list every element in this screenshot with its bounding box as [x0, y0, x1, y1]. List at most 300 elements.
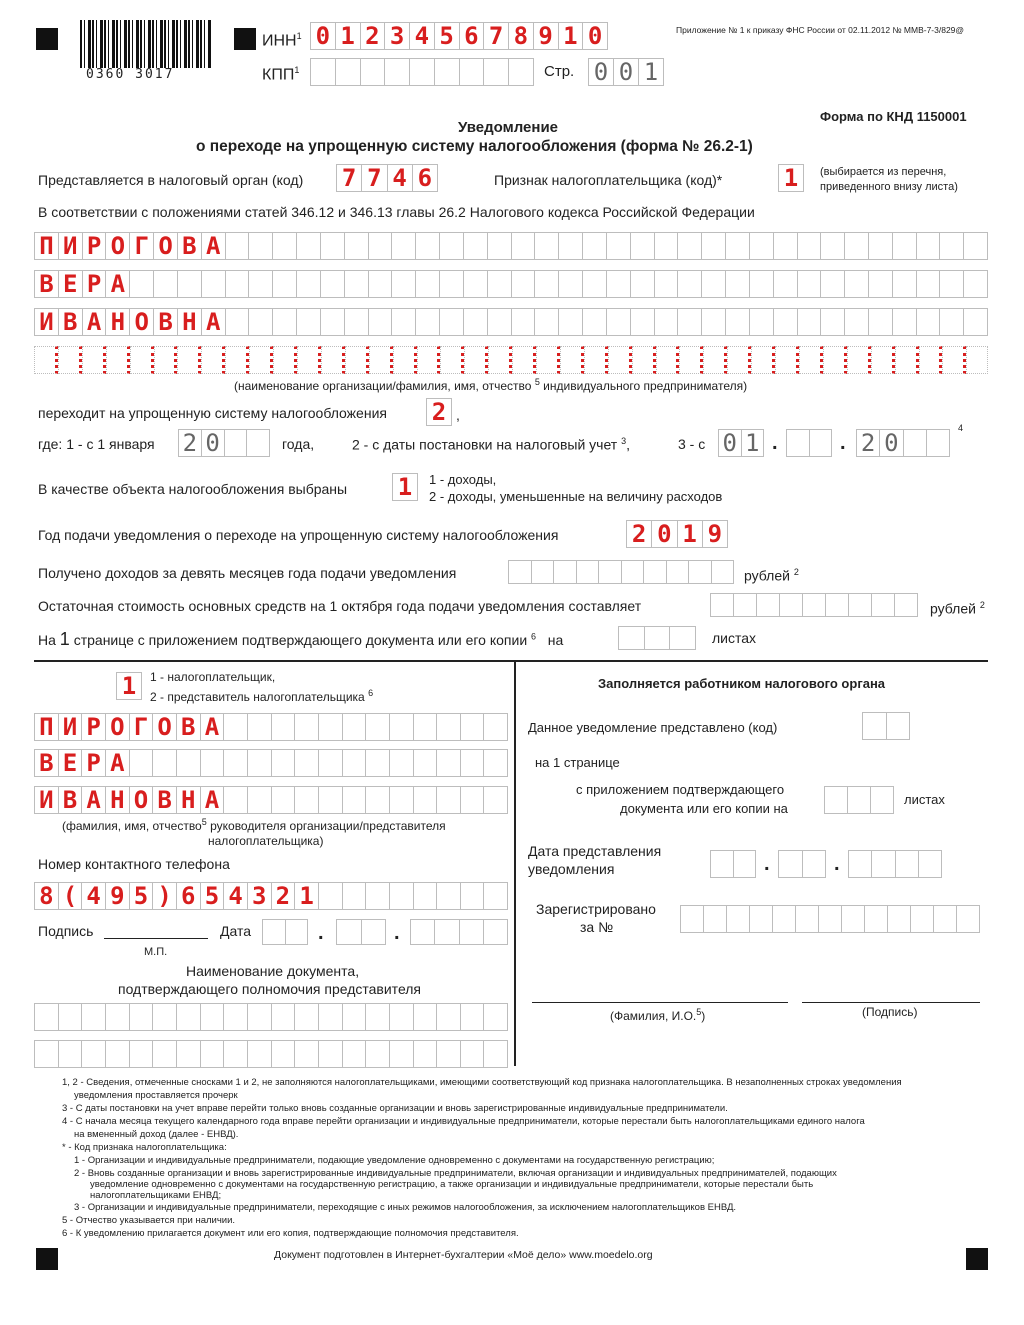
char-cell[interactable] [864, 905, 887, 933]
char-cell[interactable] [225, 270, 249, 298]
char-cell[interactable] [271, 713, 295, 741]
char-cell[interactable] [273, 346, 297, 374]
char-cell[interactable]: Е [58, 270, 82, 298]
char-cell[interactable] [318, 1040, 342, 1068]
char-cell[interactable] [201, 270, 225, 298]
year-field[interactable] [178, 429, 270, 457]
pages-count-field[interactable] [618, 626, 696, 650]
char-cell[interactable]: 9 [702, 520, 728, 548]
char-cell[interactable]: Е [58, 749, 82, 777]
char-cell[interactable] [335, 58, 360, 86]
char-cell[interactable] [488, 346, 512, 374]
char-cell[interactable] [413, 786, 437, 814]
char-cell[interactable]: 1 [778, 164, 804, 192]
char-cell[interactable] [534, 232, 558, 260]
char-cell[interactable] [248, 232, 272, 260]
char-cell[interactable] [369, 346, 393, 374]
char-cell[interactable] [553, 560, 576, 584]
char-cell[interactable]: 0 [879, 429, 902, 457]
char-cell[interactable]: 6 [176, 882, 200, 910]
fio-row[interactable] [34, 713, 508, 741]
char-cell[interactable] [679, 346, 703, 374]
char-cell[interactable] [894, 593, 918, 617]
char-cell[interactable] [778, 850, 802, 878]
char-cell[interactable] [487, 270, 511, 298]
char-cell[interactable] [483, 749, 508, 777]
char-cell[interactable] [391, 308, 415, 336]
char-cell[interactable]: 3 [384, 22, 409, 50]
char-cell[interactable] [247, 713, 271, 741]
char-cell[interactable] [342, 1003, 366, 1031]
char-cell[interactable]: А [201, 232, 225, 260]
char-cell[interactable] [892, 232, 916, 260]
receipt-date-year-field[interactable] [848, 850, 942, 878]
char-cell[interactable] [802, 593, 825, 617]
char-cell[interactable] [558, 270, 582, 298]
char-cell[interactable] [795, 905, 818, 933]
char-cell[interactable]: Р [82, 270, 106, 298]
char-cell[interactable] [820, 270, 844, 298]
char-cell[interactable] [345, 346, 369, 374]
char-cell[interactable]: 2 [271, 882, 295, 910]
char-cell[interactable] [176, 1040, 200, 1068]
char-cell[interactable] [365, 882, 389, 910]
char-cell[interactable]: 5 [200, 882, 224, 910]
char-cell[interactable] [436, 786, 460, 814]
char-cell[interactable] [710, 850, 733, 878]
char-cell[interactable] [844, 270, 868, 298]
char-cell[interactable] [870, 786, 894, 814]
char-cell[interactable] [318, 786, 342, 814]
char-cell[interactable] [656, 346, 680, 374]
char-cell[interactable] [701, 308, 725, 336]
char-cell[interactable] [460, 786, 484, 814]
char-cell[interactable] [844, 308, 868, 336]
char-cell[interactable] [460, 749, 484, 777]
char-cell[interactable] [262, 919, 285, 945]
char-cell[interactable]: А [105, 749, 129, 777]
char-cell[interactable] [903, 429, 926, 457]
char-cell[interactable]: Н [105, 786, 129, 814]
char-cell[interactable]: 8 [34, 882, 58, 910]
char-cell[interactable] [919, 346, 943, 374]
char-cell[interactable]: 2 [360, 22, 385, 50]
char-cell[interactable] [176, 749, 200, 777]
char-cell[interactable] [223, 1040, 247, 1068]
char-cell[interactable] [847, 786, 870, 814]
char-cell[interactable] [956, 905, 980, 933]
char-cell[interactable] [511, 232, 535, 260]
char-cell[interactable] [942, 346, 966, 374]
char-cell[interactable]: 7 [336, 164, 361, 192]
char-cell[interactable] [844, 232, 868, 260]
char-cell[interactable]: Р [81, 749, 105, 777]
char-cell[interactable] [606, 270, 630, 298]
char-cell[interactable] [487, 308, 511, 336]
char-cell[interactable]: П [34, 232, 58, 260]
char-cell[interactable] [320, 232, 344, 260]
char-cell[interactable] [820, 308, 844, 336]
char-cell[interactable] [200, 1040, 224, 1068]
char-cell[interactable] [654, 232, 678, 260]
char-cell[interactable] [105, 1040, 129, 1068]
char-cell[interactable] [294, 1003, 318, 1031]
char-cell[interactable] [153, 270, 177, 298]
char-cell[interactable] [643, 560, 666, 584]
char-cell[interactable] [105, 1003, 129, 1031]
char-cell[interactable]: Р [81, 713, 105, 741]
char-cell[interactable] [895, 850, 918, 878]
char-cell[interactable] [483, 1040, 508, 1068]
option3-year-field[interactable] [856, 429, 950, 457]
sign-date-day-field[interactable] [262, 919, 308, 945]
char-cell[interactable] [389, 1040, 413, 1068]
char-cell[interactable] [895, 346, 919, 374]
char-cell[interactable]: И [58, 232, 82, 260]
char-cell[interactable] [703, 346, 727, 374]
char-cell[interactable] [389, 786, 413, 814]
option3-month-field[interactable] [786, 429, 832, 457]
char-cell[interactable] [434, 58, 459, 86]
char-cell[interactable] [887, 905, 910, 933]
char-cell[interactable] [223, 749, 247, 777]
char-cell[interactable] [393, 346, 417, 374]
char-cell[interactable]: 0 [651, 520, 676, 548]
char-cell[interactable] [247, 1003, 271, 1031]
char-cell[interactable] [464, 346, 488, 374]
char-cell[interactable] [294, 749, 318, 777]
char-cell[interactable] [223, 713, 247, 741]
char-cell[interactable] [58, 1040, 82, 1068]
char-cell[interactable] [669, 626, 696, 650]
char-cell[interactable] [841, 905, 864, 933]
char-cell[interactable]: Р [82, 232, 106, 260]
char-cell[interactable] [797, 270, 821, 298]
char-cell[interactable] [310, 58, 335, 86]
char-cell[interactable]: П [34, 713, 58, 741]
char-cell[interactable]: В [152, 786, 176, 814]
char-cell[interactable] [436, 1003, 460, 1031]
char-cell[interactable] [297, 346, 321, 374]
char-cell[interactable] [318, 882, 342, 910]
char-cell[interactable] [272, 232, 296, 260]
char-cell[interactable] [733, 593, 756, 617]
char-cell[interactable] [483, 786, 508, 814]
char-cell[interactable] [630, 308, 654, 336]
char-cell[interactable]: 1 [294, 882, 318, 910]
char-cell[interactable] [272, 308, 296, 336]
char-cell[interactable]: О [152, 713, 176, 741]
char-cell[interactable] [248, 308, 272, 336]
char-cell[interactable] [384, 58, 409, 86]
sign-date-year-field[interactable] [410, 919, 508, 945]
object-code-field[interactable] [392, 473, 418, 501]
char-cell[interactable] [294, 1040, 318, 1068]
char-cell[interactable] [725, 270, 749, 298]
char-cell[interactable]: О [105, 713, 129, 741]
char-cell[interactable] [272, 270, 296, 298]
char-cell[interactable]: 4 [409, 22, 434, 50]
char-cell[interactable] [360, 58, 385, 86]
char-cell[interactable] [534, 270, 558, 298]
char-cell[interactable]: 5 [129, 882, 153, 910]
char-cell[interactable]: В [177, 232, 201, 260]
char-cell[interactable] [247, 1040, 271, 1068]
char-cell[interactable]: О [105, 232, 129, 260]
char-cell[interactable] [344, 270, 368, 298]
char-cell[interactable] [34, 346, 58, 374]
char-cell[interactable] [336, 919, 361, 945]
char-cell[interactable]: 7 [361, 164, 386, 192]
char-cell[interactable] [871, 850, 894, 878]
char-cell[interactable] [365, 1003, 389, 1031]
char-cell[interactable] [391, 270, 415, 298]
char-cell[interactable] [152, 749, 176, 777]
char-cell[interactable] [223, 1003, 247, 1031]
char-cell[interactable] [361, 919, 387, 945]
char-cell[interactable] [576, 560, 599, 584]
char-cell[interactable]: О [129, 786, 153, 814]
char-cell[interactable]: 2 [626, 520, 651, 548]
char-cell[interactable] [797, 232, 821, 260]
char-cell[interactable]: В [58, 308, 82, 336]
char-cell[interactable] [82, 346, 106, 374]
char-cell[interactable]: 7 [483, 22, 508, 50]
page-number-field[interactable] [588, 58, 664, 86]
char-cell[interactable] [862, 712, 886, 740]
inn-field[interactable] [310, 22, 608, 50]
char-cell[interactable] [459, 58, 484, 86]
char-cell[interactable] [391, 232, 415, 260]
char-cell[interactable] [871, 593, 894, 617]
char-cell[interactable]: И [34, 786, 58, 814]
char-cell[interactable]: 9 [533, 22, 558, 50]
char-cell[interactable] [531, 560, 554, 584]
char-cell[interactable]: 1 [638, 58, 664, 86]
doc-name-row[interactable] [34, 1040, 508, 1068]
char-cell[interactable] [558, 232, 582, 260]
char-cell[interactable] [966, 346, 988, 374]
char-cell[interactable] [749, 232, 773, 260]
char-cell[interactable] [409, 58, 434, 86]
char-cell[interactable] [318, 1003, 342, 1031]
char-cell[interactable] [802, 850, 827, 878]
char-cell[interactable] [797, 308, 821, 336]
char-cell[interactable] [820, 232, 844, 260]
char-cell[interactable] [536, 346, 560, 374]
char-cell[interactable] [727, 346, 751, 374]
char-cell[interactable] [918, 850, 942, 878]
char-cell[interactable] [733, 850, 757, 878]
char-cell[interactable] [415, 270, 439, 298]
char-cell[interactable] [582, 270, 606, 298]
char-cell[interactable]: 1 [116, 672, 142, 700]
char-cell[interactable] [342, 749, 366, 777]
char-cell[interactable] [417, 346, 441, 374]
char-cell[interactable] [848, 850, 871, 878]
char-cell[interactable] [225, 232, 249, 260]
char-cell[interactable] [34, 1040, 58, 1068]
char-cell[interactable] [933, 905, 956, 933]
char-cell[interactable] [508, 58, 534, 86]
char-cell[interactable]: Г [129, 232, 153, 260]
char-cell[interactable] [271, 1040, 295, 1068]
char-cell[interactable]: 1 [558, 22, 583, 50]
char-cell[interactable] [677, 270, 701, 298]
officer-sign-line[interactable] [802, 1002, 980, 1003]
submitted-code-field[interactable] [862, 712, 910, 740]
char-cell[interactable]: ) [152, 882, 176, 910]
char-cell[interactable] [644, 626, 670, 650]
char-cell[interactable] [129, 270, 153, 298]
char-cell[interactable] [621, 560, 644, 584]
char-cell[interactable] [342, 882, 366, 910]
char-cell[interactable]: 0 [718, 429, 741, 457]
char-cell[interactable] [294, 713, 318, 741]
char-cell[interactable] [463, 270, 487, 298]
char-cell[interactable] [285, 919, 309, 945]
char-cell[interactable] [608, 346, 632, 374]
char-cell[interactable] [818, 905, 841, 933]
submit-year-field[interactable] [626, 520, 728, 548]
char-cell[interactable] [225, 308, 249, 336]
char-cell[interactable] [630, 232, 654, 260]
char-cell[interactable] [154, 346, 178, 374]
char-cell[interactable] [825, 593, 848, 617]
name-row[interactable] [34, 232, 988, 260]
char-cell[interactable] [413, 1040, 437, 1068]
char-cell[interactable] [460, 1040, 484, 1068]
char-cell[interactable] [632, 346, 656, 374]
char-cell[interactable]: 1 [741, 429, 765, 457]
char-cell[interactable] [916, 232, 940, 260]
char-cell[interactable] [926, 429, 950, 457]
char-cell[interactable] [703, 905, 726, 933]
signature-line[interactable] [104, 938, 208, 939]
char-cell[interactable] [410, 919, 434, 945]
char-cell[interactable] [129, 749, 153, 777]
char-cell[interactable] [436, 713, 460, 741]
char-cell[interactable] [779, 593, 802, 617]
phone-field[interactable] [34, 882, 508, 910]
char-cell[interactable] [606, 232, 630, 260]
char-cell[interactable] [799, 346, 823, 374]
char-cell[interactable] [598, 560, 621, 584]
char-cell[interactable] [939, 308, 963, 336]
char-cell[interactable] [296, 232, 320, 260]
char-cell[interactable] [271, 1003, 295, 1031]
char-cell[interactable] [200, 1003, 224, 1031]
char-cell[interactable] [152, 1040, 176, 1068]
char-cell[interactable]: В [153, 308, 177, 336]
char-cell[interactable]: И [58, 713, 82, 741]
option3-day-field[interactable] [718, 429, 764, 457]
char-cell[interactable] [246, 429, 270, 457]
char-cell[interactable]: 2 [426, 398, 452, 426]
char-cell[interactable]: 1 [677, 520, 702, 548]
char-cell[interactable] [666, 560, 689, 584]
char-cell[interactable] [511, 308, 535, 336]
char-cell[interactable]: 4 [81, 882, 105, 910]
char-cell[interactable] [415, 308, 439, 336]
char-cell[interactable] [177, 346, 201, 374]
char-cell[interactable] [271, 786, 295, 814]
char-cell[interactable] [483, 882, 508, 910]
fio-row[interactable] [34, 749, 508, 777]
char-cell[interactable]: В [34, 749, 58, 777]
char-cell[interactable]: 1 [335, 22, 360, 50]
char-cell[interactable] [751, 346, 775, 374]
char-cell[interactable] [413, 749, 437, 777]
char-cell[interactable] [910, 905, 933, 933]
char-cell[interactable] [248, 270, 272, 298]
char-cell[interactable] [223, 786, 247, 814]
char-cell[interactable] [413, 882, 437, 910]
char-cell[interactable] [558, 308, 582, 336]
char-cell[interactable]: А [81, 786, 105, 814]
char-cell[interactable] [483, 919, 508, 945]
char-cell[interactable] [618, 626, 644, 650]
char-cell[interactable] [483, 1003, 508, 1031]
char-cell[interactable] [436, 749, 460, 777]
char-cell[interactable] [534, 308, 558, 336]
char-cell[interactable] [434, 919, 458, 945]
char-cell[interactable]: 2 [856, 429, 879, 457]
char-cell[interactable] [726, 905, 749, 933]
char-cell[interactable] [711, 560, 735, 584]
char-cell[interactable]: ( [58, 882, 82, 910]
char-cell[interactable] [342, 1040, 366, 1068]
char-cell[interactable] [81, 1003, 105, 1031]
char-cell[interactable] [582, 308, 606, 336]
char-cell[interactable] [320, 308, 344, 336]
char-cell[interactable] [344, 308, 368, 336]
char-cell[interactable]: А [201, 308, 225, 336]
char-cell[interactable] [342, 786, 366, 814]
char-cell[interactable] [318, 713, 342, 741]
char-cell[interactable] [389, 882, 413, 910]
officer-name-line[interactable] [532, 1002, 788, 1003]
char-cell[interactable] [892, 270, 916, 298]
char-cell[interactable] [630, 270, 654, 298]
char-cell[interactable] [342, 713, 366, 741]
char-cell[interactable] [176, 1003, 200, 1031]
char-cell[interactable] [58, 1003, 82, 1031]
char-cell[interactable] [560, 346, 584, 374]
char-cell[interactable] [439, 270, 463, 298]
residual-field[interactable] [710, 593, 918, 617]
char-cell[interactable]: 6 [459, 22, 484, 50]
char-cell[interactable] [725, 232, 749, 260]
char-cell[interactable] [916, 270, 940, 298]
char-cell[interactable]: А [200, 786, 224, 814]
char-cell[interactable] [247, 749, 271, 777]
char-cell[interactable] [677, 308, 701, 336]
char-cell[interactable] [701, 270, 725, 298]
char-cell[interactable]: В [176, 713, 200, 741]
char-cell[interactable] [460, 1003, 484, 1031]
char-cell[interactable]: А [82, 308, 106, 336]
char-cell[interactable] [413, 1003, 437, 1031]
char-cell[interactable] [368, 270, 392, 298]
char-cell[interactable] [916, 308, 940, 336]
char-cell[interactable] [368, 232, 392, 260]
transition-code-field[interactable] [426, 398, 452, 426]
doc-name-row[interactable] [34, 1003, 508, 1031]
char-cell[interactable] [460, 713, 484, 741]
char-cell[interactable] [81, 1040, 105, 1068]
char-cell[interactable] [389, 713, 413, 741]
